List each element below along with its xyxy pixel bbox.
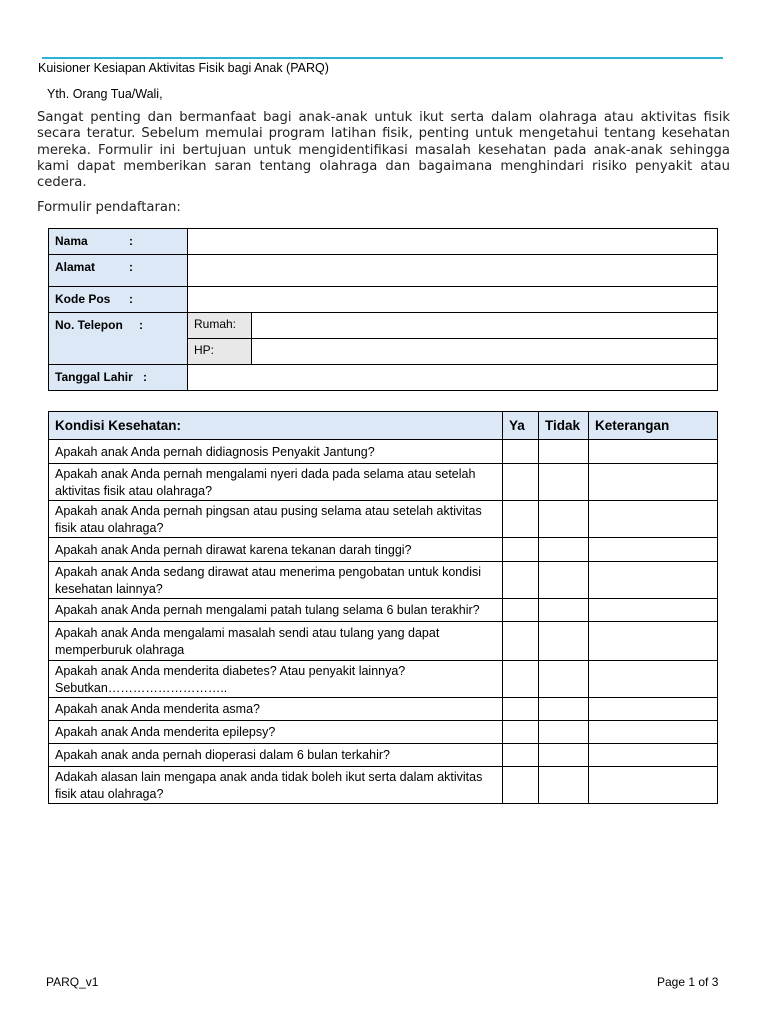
answer-no-cell[interactable] — [539, 744, 589, 767]
question-row — [49, 562, 718, 599]
notes-cell[interactable] — [589, 698, 718, 721]
answer-yes-cell[interactable] — [503, 538, 539, 562]
question-text: Apakah anak Anda menderita epilepsy? — [49, 721, 503, 744]
question-text: Apakah anak Anda pernah pingsan atau pusing selama atau setelah aktivitas fisik atau olahraga? — [49, 501, 503, 538]
notes-cell[interactable] — [589, 501, 718, 538]
notes-cell[interactable] — [589, 661, 718, 698]
answer-no-cell[interactable] — [539, 622, 589, 661]
answer-yes-cell[interactable] — [503, 464, 539, 501]
health-header: Kondisi Kesehatan: — [49, 412, 503, 440]
question-text: Apakah anak anda pernah dioperasi dalam 6 bulan terkahir? — [49, 744, 503, 767]
question-text: Apakah anak Anda menderita asma? — [49, 698, 503, 721]
answer-yes-cell[interactable] — [503, 440, 539, 464]
notes-cell[interactable] — [589, 721, 718, 744]
question-row — [49, 501, 718, 538]
question-row — [49, 622, 718, 661]
registration-table — [48, 228, 718, 391]
name-colon: : — [129, 234, 133, 248]
answer-yes-cell[interactable] — [503, 622, 539, 661]
address-label-cell — [49, 255, 188, 287]
footer-doc-id: PARQ_v1 — [46, 975, 99, 989]
answer-no-cell[interactable] — [539, 698, 589, 721]
mobile-phone-field[interactable] — [252, 339, 718, 365]
answer-no-cell[interactable] — [539, 767, 589, 804]
question-text: Apakah anak Anda pernah mengalami nyeri dada pada selama atau setelah aktivitas fisik atau olahraga? — [49, 464, 503, 501]
form-section-label: Formulir pendaftaran: — [37, 200, 181, 215]
address-field[interactable] — [188, 255, 718, 287]
question-text: Apakah anak Anda sedang dirawat atau menerima pengobatan untuk kondisi kesehatan lainnya? — [49, 562, 503, 599]
column-no: Tidak — [539, 412, 589, 440]
answer-yes-cell[interactable] — [503, 661, 539, 698]
notes-cell[interactable] — [589, 440, 718, 464]
birthdate-label-cell — [49, 365, 188, 391]
question-text: Apakah anak Anda menderita diabetes? Atau penyakit lainnya? Sebutkan……………………….. — [49, 661, 503, 698]
question-row — [49, 721, 718, 744]
postcode-colon: : — [129, 292, 133, 306]
name-label: Nama — [55, 234, 88, 248]
question-row — [49, 698, 718, 721]
answer-no-cell[interactable] — [539, 501, 589, 538]
health-conditions-table — [48, 411, 718, 804]
question-row — [49, 464, 718, 501]
answer-yes-cell[interactable] — [503, 767, 539, 804]
question-text: Adakah alasan lain mengapa anak anda tidak boleh ikut serta dalam aktivitas fisik atau olahraga? — [49, 767, 503, 804]
answer-no-cell[interactable] — [539, 440, 589, 464]
answer-yes-cell[interactable] — [503, 501, 539, 538]
phone-label-cell — [49, 313, 188, 365]
answer-no-cell[interactable] — [539, 538, 589, 562]
column-notes: Keterangan — [589, 412, 718, 440]
phone-label: No. Telepon — [55, 318, 123, 332]
question-text: Apakah anak Anda pernah didiagnosis Penyakit Jantung? — [49, 440, 503, 464]
address-label: Alamat — [55, 260, 96, 274]
phone-colon: : — [139, 318, 143, 332]
document-title: Kuisioner Kesiapan Aktivitas Fisik bagi Anak (PARQ) — [38, 61, 329, 75]
question-row — [49, 744, 718, 767]
notes-cell[interactable] — [589, 538, 718, 562]
intro-paragraph: Sangat penting dan bermanfaat bagi anak-anak untuk ikut serta dalam olahraga atau aktivitas fisik secara teratur. Sebelum memulai program latihan fisik, penting untuk mengetahui tentang kesehatan mereka. Formulir ini bertujuan untuk mengidentifikasi masalah kesehatan pada anak-anak sehingga kami dapat memberikan saran tentang olahraga dan bagaimana menghindari risiko penyakit atau cedera. — [37, 110, 730, 191]
notes-cell[interactable] — [589, 464, 718, 501]
question-row — [49, 599, 718, 622]
notes-cell[interactable] — [589, 744, 718, 767]
question-row — [49, 661, 718, 698]
question-row — [49, 440, 718, 464]
question-row — [49, 538, 718, 562]
answer-yes-cell[interactable] — [503, 698, 539, 721]
postcode-label-cell — [49, 287, 188, 313]
header-rule — [42, 57, 723, 59]
name-label-cell — [49, 229, 188, 255]
question-text: Apakah anak Anda pernah dirawat karena tekanan darah tinggi? — [49, 538, 503, 562]
notes-cell[interactable] — [589, 562, 718, 599]
answer-no-cell[interactable] — [539, 464, 589, 501]
birthdate-label: Tanggal Lahir — [55, 370, 133, 384]
address-colon: : — [129, 260, 133, 274]
column-yes: Ya — [503, 412, 539, 440]
notes-cell[interactable] — [589, 599, 718, 622]
mobile-phone-label: HP: — [188, 339, 252, 365]
question-row — [49, 767, 718, 804]
answer-yes-cell[interactable] — [503, 562, 539, 599]
birthdate-field[interactable] — [188, 365, 718, 391]
home-phone-label: Rumah: — [188, 313, 252, 339]
birthdate-colon: : — [143, 370, 147, 384]
answer-yes-cell[interactable] — [503, 744, 539, 767]
answer-no-cell[interactable] — [539, 721, 589, 744]
answer-no-cell[interactable] — [539, 599, 589, 622]
answer-yes-cell[interactable] — [503, 599, 539, 622]
notes-cell[interactable] — [589, 767, 718, 804]
answer-no-cell[interactable] — [539, 661, 589, 698]
postcode-label: Kode Pos — [55, 292, 111, 306]
postcode-field[interactable] — [188, 287, 718, 313]
footer-page-number: Page 1 of 3 — [657, 975, 719, 989]
question-text: Apakah anak Anda pernah mengalami patah tulang selama 6 bulan terakhir? — [49, 599, 503, 622]
answer-yes-cell[interactable] — [503, 721, 539, 744]
salutation: Yth. Orang Tua/Wali, — [47, 87, 163, 101]
question-text: Apakah anak Anda mengalami masalah sendi atau tulang yang dapat memperburuk olahraga — [49, 622, 503, 661]
home-phone-field[interactable] — [252, 313, 718, 339]
answer-no-cell[interactable] — [539, 562, 589, 599]
notes-cell[interactable] — [589, 622, 718, 661]
name-field[interactable] — [188, 229, 718, 255]
